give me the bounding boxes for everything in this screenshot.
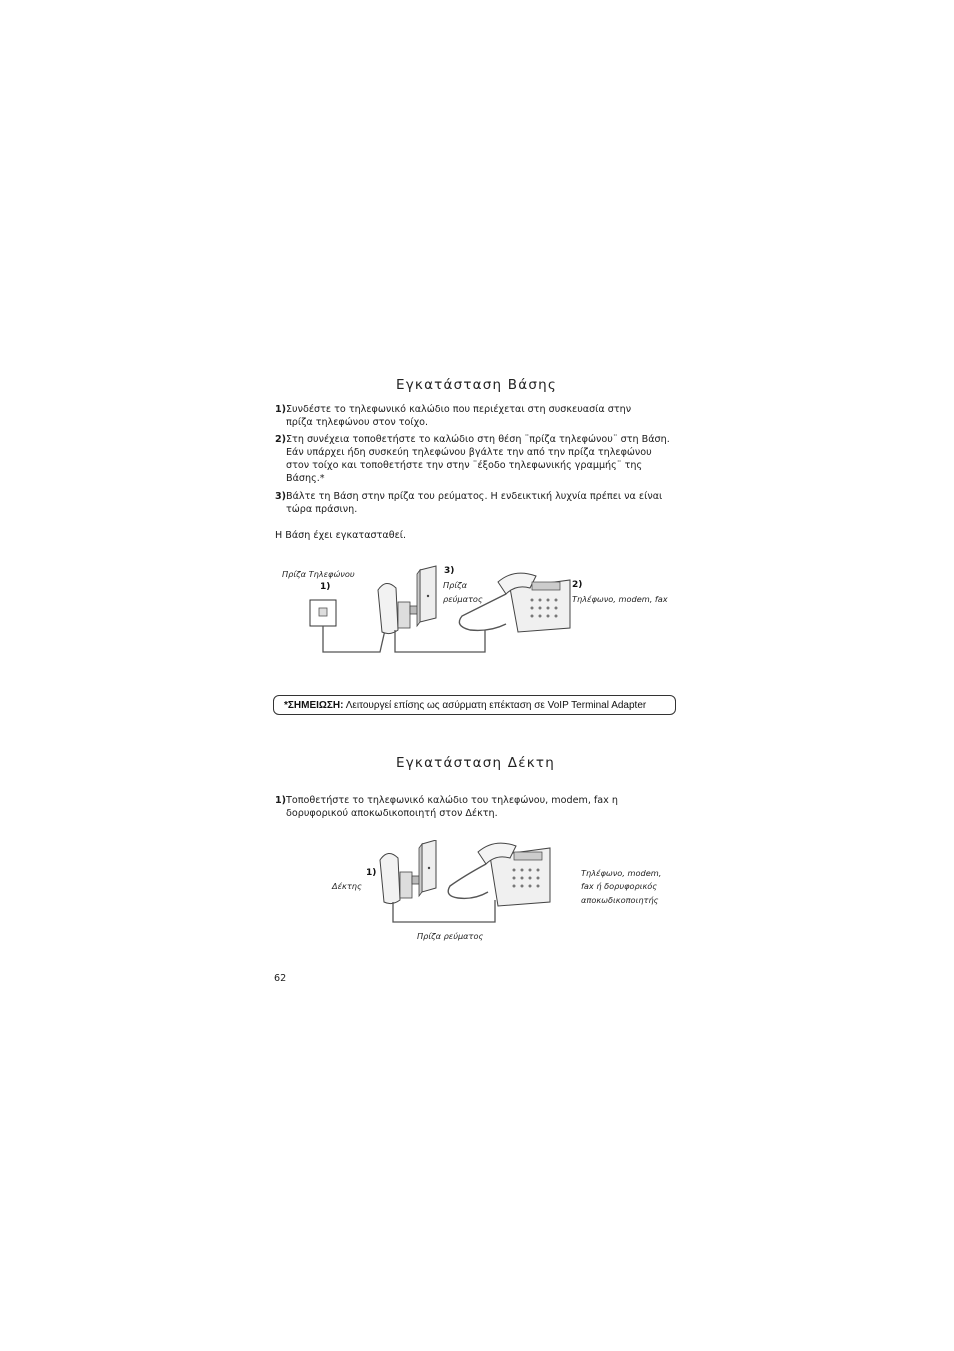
diagram-label-2: 2) xyxy=(572,580,583,590)
power-socket-label-1: Πρίζα xyxy=(443,580,467,590)
step-base-1 xyxy=(275,403,695,431)
diagram-label-1: 1) xyxy=(320,582,331,592)
diagram-label-1: 1) xyxy=(366,868,377,878)
diagram-label-3: 3) xyxy=(444,566,455,576)
power-socket-label: Πρίζα ρεύματος xyxy=(417,931,484,941)
wall-phone-socket-icon xyxy=(310,600,336,626)
telephone-icon xyxy=(448,843,550,906)
device-label-2: fax ή δορυφορικός xyxy=(581,881,658,891)
phone-cable xyxy=(393,900,495,922)
step-base-3 xyxy=(275,490,695,518)
page-number: 62 xyxy=(274,973,287,984)
section-title-receiver: Εγκατάσταση Δέκτη xyxy=(396,755,555,771)
step-text: Συνδέστε το τηλεφωνικό καλώδιο που περιέχεται στη συσκευασία στην πρίζα τηλεφώνου στον τοίχο. xyxy=(286,404,632,428)
step-receiver-1 xyxy=(275,794,695,822)
power-socket-icon xyxy=(417,566,436,626)
step-text: Στη συνέχεια τοποθετήστε το καλώδιο στη θέση ¨πρίζα τηλεφώνου¨ στη Βάση. Εάν υπάρχει ήδη συσκεύη τηλεφώνου βγάλτε την από την πρίζα τηλεφώνου στον τοίχο και τοποθετήστε την στην ¨έξοδο τηλεφωνικής γραμμής¨ της Βάσης.* xyxy=(286,434,670,484)
step-number: 1) xyxy=(275,795,287,806)
installation-done-text: Η Βάση έχει εγκατασταθεί. xyxy=(275,530,407,541)
phone-socket-label: Πρίζα Τηλεφώνου xyxy=(282,569,355,579)
power-socket-icon xyxy=(419,840,436,896)
step-number: 1) xyxy=(275,404,287,415)
step-text: Βάλτε τη Βάση στην πρίζα του ρεύματος. Η ενδεικτική λυχνία πρέπει να είναι τώρα πράσινη. xyxy=(286,491,663,515)
device-label-1: Τηλέφωνο, modem, xyxy=(581,868,662,878)
section-title-base: Εγκατάσταση Βάσης xyxy=(396,377,557,393)
note-box xyxy=(273,695,676,715)
power-socket-label-2: ρεύματος xyxy=(443,594,483,604)
phone-cable-1 xyxy=(323,626,385,652)
step-text: Τοποθετήστε το τηλεφωνικό καλώδιο του τηλεφώνου, modem, fax η δορυφορικού αποκωδικοποιητή στον Δέκτη. xyxy=(286,795,618,819)
step-number: 3) xyxy=(275,491,287,502)
step-base-2 xyxy=(275,433,695,487)
phone-cable-2 xyxy=(395,630,485,652)
note-text: Λειτουργεί επίσης ως ασύρματη επέκταση σε VoIP Terminal Adapter xyxy=(345,700,647,711)
receiver-installation-diagram xyxy=(360,840,580,935)
device-label: Τηλέφωνο, modem, fax xyxy=(572,594,668,604)
step-number: 2) xyxy=(275,434,287,445)
device-label-3: αποκωδικοποιητής xyxy=(581,895,659,905)
note-label: *ΣΗΜΕΙΩΣΗ: xyxy=(284,700,344,711)
receiver-label: Δέκτης xyxy=(332,881,362,891)
